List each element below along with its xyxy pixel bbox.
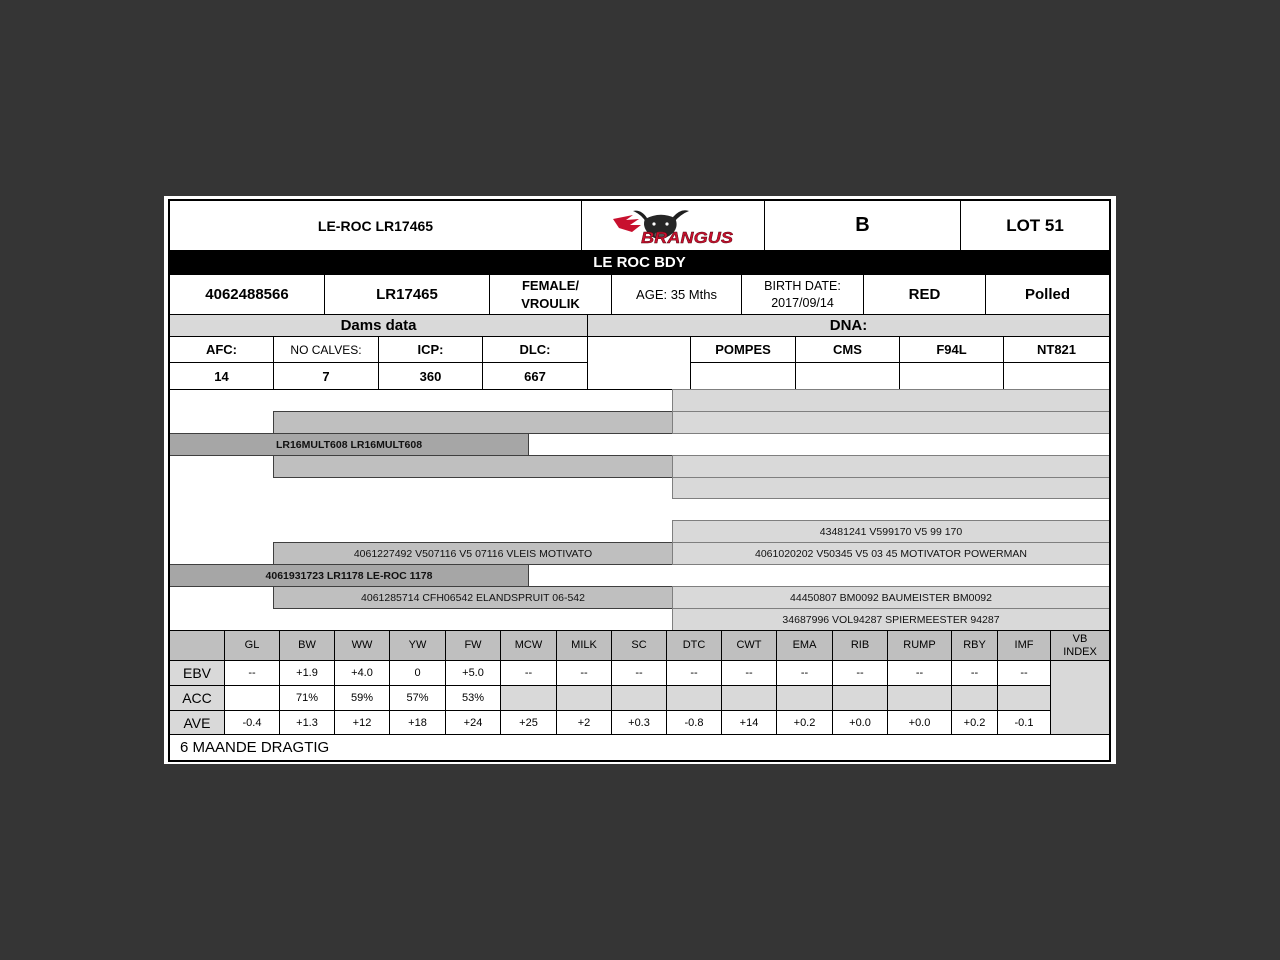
pedigree-sire: LR16MULT608 LR16MULT608 bbox=[169, 433, 529, 456]
ebv-acc-fw: 53% bbox=[445, 685, 501, 711]
ebv-acc-milk bbox=[556, 685, 612, 711]
dna-title: DNA: bbox=[587, 314, 1110, 337]
sex-line2: VROULIK bbox=[521, 295, 580, 311]
ebv-ebv-cwt: -- bbox=[721, 660, 777, 686]
ebv-header-vb-index bbox=[1050, 630, 1110, 661]
ebv-ave-dtc: -0.8 bbox=[666, 710, 722, 735]
ebv-acc-cwt bbox=[721, 685, 777, 711]
dna-value-cms bbox=[795, 362, 900, 390]
ebv-acc-ema bbox=[776, 685, 833, 711]
dams-value-dlc: 667 bbox=[482, 362, 588, 390]
ebv-ebv-sc: -- bbox=[611, 660, 667, 686]
animal-title: LE ROC BDY bbox=[169, 250, 1110, 275]
notes: 6 MAANDE DRAGTIG bbox=[169, 734, 1110, 761]
ebv-header-ema: EMA bbox=[776, 630, 833, 661]
grade: B bbox=[764, 200, 961, 251]
birth-date-value: 2017/09/14 bbox=[771, 295, 834, 310]
logo-cell bbox=[581, 200, 765, 251]
dams-header-no-calves: NO CALVES: bbox=[273, 336, 379, 363]
dna-header-cms: CMS bbox=[795, 336, 900, 363]
ebv-ebv-yw: 0 bbox=[389, 660, 446, 686]
ebv-acc-ww: 59% bbox=[334, 685, 390, 711]
ebv-acc-yw: 57% bbox=[389, 685, 446, 711]
ebv-header-mcw: MCW bbox=[500, 630, 557, 661]
ebv-ebv-ema: -- bbox=[776, 660, 833, 686]
ebv-ave-cwt: +14 bbox=[721, 710, 777, 735]
ebv-acc-sc bbox=[611, 685, 667, 711]
ebv-ebv-imf: -- bbox=[997, 660, 1051, 686]
ebv-ave-ema: +0.2 bbox=[776, 710, 833, 735]
ebv-header-yw: YW bbox=[389, 630, 446, 661]
ebv-ave-bw: +1.3 bbox=[279, 710, 335, 735]
ebv-acc-mcw bbox=[500, 685, 557, 711]
pedigree-dam-sire-sire: 43481241 V599170 V5 99 170 bbox=[672, 520, 1110, 543]
ebv-ave-ww: +12 bbox=[334, 710, 390, 735]
ebv-acc-bw: 71% bbox=[279, 685, 335, 711]
birth-date bbox=[741, 274, 864, 315]
age: AGE: 35 Mths bbox=[611, 274, 742, 315]
pedigree-dam-dam-sire: 44450807 BM0092 BAUMEISTER BM0092 bbox=[672, 586, 1110, 609]
ebv-ebv-rby: -- bbox=[951, 660, 998, 686]
pedigree-dam-sire-dam: 4061020202 V50345 V5 03 45 MOTIVATOR POWERMAN bbox=[672, 542, 1110, 565]
ebv-ebv-bw: +1.9 bbox=[279, 660, 335, 686]
pedigree-sire-dam-dam bbox=[672, 477, 1110, 499]
ebv-row-label-ave: AVE bbox=[169, 710, 225, 735]
ebv-ave-fw: +24 bbox=[445, 710, 501, 735]
birth-date-label: BIRTH DATE: bbox=[764, 278, 841, 293]
pedigree-dam-sire: 4061227492 V507116 V5 07116 VLEIS MOTIVATO bbox=[273, 542, 673, 565]
ebv-ave-mcw: +25 bbox=[500, 710, 557, 735]
pedigree-dam-dam: 4061285714 CFH06542 ELANDSPRUIT 06-542 bbox=[273, 586, 673, 609]
ebv-acc-rump bbox=[887, 685, 952, 711]
ebv-header-fw: FW bbox=[445, 630, 501, 661]
ebv-ebv-fw: +5.0 bbox=[445, 660, 501, 686]
vb-index-label-part: INDEX bbox=[1063, 645, 1097, 658]
ebv-ave-gl: -0.4 bbox=[224, 710, 280, 735]
ebv-ave-imf: -0.1 bbox=[997, 710, 1051, 735]
dams-header-afc: AFC: bbox=[169, 336, 274, 363]
ebv-header-sc: SC bbox=[611, 630, 667, 661]
ebv-header-rump: RUMP bbox=[887, 630, 952, 661]
vb-index-value bbox=[1050, 660, 1110, 735]
lot-number: LOT 51 bbox=[960, 200, 1110, 251]
pedigree-dam-dam-dam: 34687996 VOL94287 SPIERMEESTER 94287 bbox=[672, 608, 1110, 631]
ebv-ave-rib: +0.0 bbox=[832, 710, 888, 735]
ebv-ebv-rump: -- bbox=[887, 660, 952, 686]
sex bbox=[489, 274, 612, 315]
ebv-header-rib: RIB bbox=[832, 630, 888, 661]
ebv-header-gl: GL bbox=[224, 630, 280, 661]
ebv-header-corner bbox=[169, 630, 225, 661]
dams-data-title: Dams data bbox=[169, 314, 588, 337]
dna-value-nt821 bbox=[1003, 362, 1110, 390]
ebv-header-milk: MILK bbox=[556, 630, 612, 661]
dna-value-f94l bbox=[899, 362, 1004, 390]
dna-header-f94l: F94L bbox=[899, 336, 1004, 363]
ebv-row-label-acc: ACC bbox=[169, 685, 225, 711]
logo-text: BRANGUS bbox=[641, 229, 734, 246]
ebv-ebv-milk: -- bbox=[556, 660, 612, 686]
sex-line1: FEMALE/ bbox=[521, 277, 580, 293]
ebv-ebv-gl: -- bbox=[224, 660, 280, 686]
horn-status: Polled bbox=[985, 274, 1110, 315]
dams-value-no-calves: 7 bbox=[273, 362, 379, 390]
dams-header-dlc: DLC: bbox=[482, 336, 588, 363]
ebv-header-rby: RBY bbox=[951, 630, 998, 661]
pedigree-dam: 4061931723 LR1178 LE-ROC 1178 bbox=[169, 564, 529, 587]
ebv-header-dtc: DTC bbox=[666, 630, 722, 661]
ebv-header-imf: IMF bbox=[997, 630, 1051, 661]
ebv-header-ww: WW bbox=[334, 630, 390, 661]
dams-value-icp: 360 bbox=[378, 362, 483, 390]
ebv-ebv-ww: +4.0 bbox=[334, 660, 390, 686]
ebv-ebv-rib: -- bbox=[832, 660, 888, 686]
dna-header-nt821: NT821 bbox=[1003, 336, 1110, 363]
pedigree-sire-sire-dam bbox=[672, 411, 1110, 434]
ebv-ave-yw: +18 bbox=[389, 710, 446, 735]
dams-header-icp: ICP: bbox=[378, 336, 483, 363]
dams-value-afc: 14 bbox=[169, 362, 274, 390]
brangus-logo bbox=[611, 206, 735, 246]
ebv-acc-rib bbox=[832, 685, 888, 711]
ebv-ave-rump: +0.0 bbox=[887, 710, 952, 735]
registration-number: LR17465 bbox=[324, 274, 490, 315]
colour: RED bbox=[863, 274, 986, 315]
ebv-acc-dtc bbox=[666, 685, 722, 711]
ebv-ave-sc: +0.3 bbox=[611, 710, 667, 735]
animal-name: LE-ROC LR17465 bbox=[169, 200, 582, 251]
ebv-ave-rby: +0.2 bbox=[951, 710, 998, 735]
ebv-acc-rby bbox=[951, 685, 998, 711]
ebv-header-cwt: CWT bbox=[721, 630, 777, 661]
ebv-ebv-mcw: -- bbox=[500, 660, 557, 686]
dna-header-pompes: POMPES bbox=[690, 336, 796, 363]
dna-value-pompes bbox=[690, 362, 796, 390]
id-number: 4062488566 bbox=[169, 274, 325, 315]
ebv-ebv-dtc: -- bbox=[666, 660, 722, 686]
blank-cell bbox=[587, 336, 691, 390]
pedigree-sire-sire bbox=[273, 411, 673, 434]
ebv-row-label-ebv: EBV bbox=[169, 660, 225, 686]
ebv-ave-milk: +2 bbox=[556, 710, 612, 735]
pedigree-sire-dam-sire bbox=[672, 455, 1110, 478]
ebv-header-bw: BW bbox=[279, 630, 335, 661]
pedigree-sire-dam bbox=[273, 455, 673, 478]
vb-index-label-part: VB bbox=[1072, 632, 1088, 645]
pedigree-sire-sire-sire bbox=[672, 389, 1110, 412]
ebv-acc-imf bbox=[997, 685, 1051, 711]
ebv-acc-gl bbox=[224, 685, 280, 711]
